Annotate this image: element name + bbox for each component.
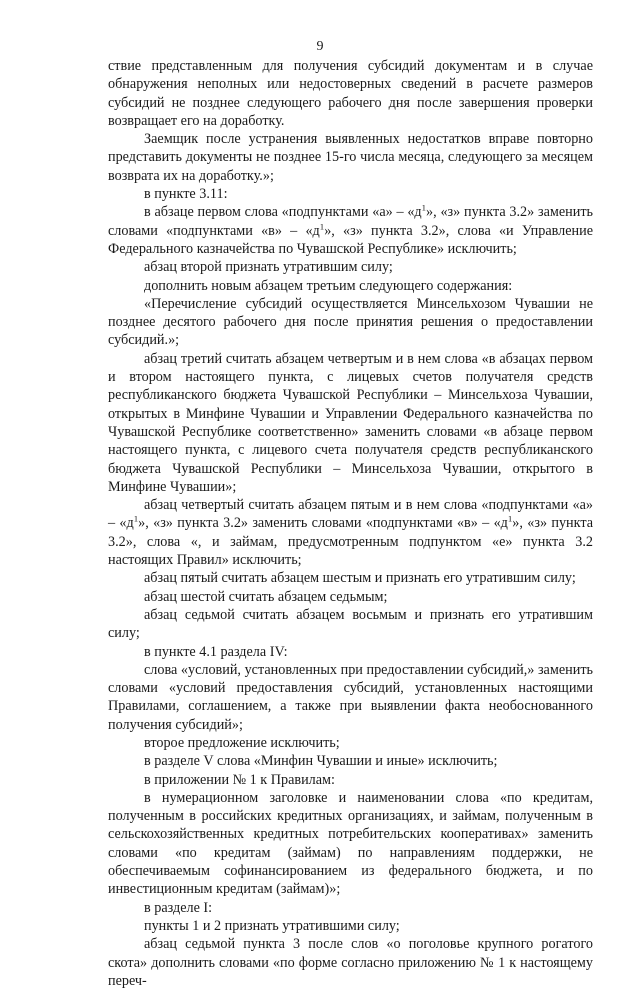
paragraph: в пункте 3.11: [144, 186, 228, 203]
paragraph: Заемщик после устранения выявленных недостатков вправе повторно представить документы не позднее 15-го числа месяца, следующего за месяцем возврата их на доработку.»; [108, 131, 593, 184]
paragraph: ствие представленным для получения субсидий документам и в случае обнаружения неполных или недостоверных сведений в расчете размеров субсидий не позднее следующего рабочего дня после завершения проверки возвращает его на доработку. [108, 58, 593, 129]
paragraph: абзац третий считать абзацем четвертым и в нем слова «в абзацах первом и втором настоящего пункта, с лицевых счетов получателя средств республиканского бюджета Чувашской Республики – Минсельхоза Чувашии, открытых в Минфине Чувашии и Управлении Федерального казначейства по Чувашской Республике соответственно» заменить словами «в абзаце первом настоящего пункта, с лицевого счета получателя средств республиканского бюджета Чувашской Республики – Минсельхоза Чувашии, открытого в Минфине Чувашии»; [108, 350, 593, 495]
paragraph: в разделе I: [144, 899, 213, 916]
paragraph: абзац пятый считать абзацем шестым и признать его утратившим силу; [144, 570, 576, 587]
paragraph: в абзаце первом слова «подпунктами «а» – «$д^1$», «з» пункта 3.2» заменить словами «подпунктами «в» – «$д^1$», «з» пункта 3.2», слова «и Управление Федерального казначейства по Чувашской Республике» исключить; [108, 202, 593, 257]
paragraph: второе предложение исключить; [144, 734, 340, 751]
page-number: 9 [316, 39, 324, 54]
document-body [108, 57, 593, 990]
paragraph: абзац второй признать утратившим силу; [144, 259, 393, 276]
paragraph: абзац седьмой пункта 3 после слов «о поголовье крупного рогатого скота» дополнить словами «по форме согласно приложению № 1 к настоящему переч- [108, 936, 593, 989]
paragraph: в нумерационном заголовке и наименовании слова «по кредитам, полученным в российских кредитных организациях, и займам, полученным в сельскохозяйственных кредитных потребительских кооперативах» заменить словами «по кредитам (займам) по направлениям поддержки, не обеспечиваемым софинансированием из федерального бюджета, и по инвестиционным кредитам (займам)»; [108, 789, 593, 898]
paragraph: в пункте 4.1 раздела IV: [144, 643, 288, 660]
paragraph: в разделе V слова «Минфин Чувашии и иные» исключить; [144, 753, 498, 770]
paragraph: абзац седьмой считать абзацем восьмым и признать его утратившим силу; [108, 606, 593, 642]
paragraph: «Перечисление субсидий осуществляется Минсельхозом Чувашии не позднее десятого рабочего дня после принятия решения о предоставлении субсидий.»; [108, 295, 593, 349]
paragraph: дополнить новым абзацем третьим следующего содержания: [144, 277, 513, 294]
paragraph: абзац четвертый считать абзацем пятым и в нем слова «подпунктами «а» – «$д^1$», «з» пункта 3.2» заменить словами «подпунктами «в» – «$д^1$», «з» пункта 3.2», слова «, и займам, предусмотренным подпунктом «е» пункта 3.2 настоящих Правил» исключить; [108, 497, 594, 569]
paragraph: слова «условий, установленных при предоставлении субсидий,» заменить словами «условий предоставления субсидий, установленных настоящими Правилами, соглашением, а также при выявлении факта необоснованного получения субсидий»; [108, 661, 593, 733]
paragraph: пункты 1 и 2 признать утратившими силу; [144, 917, 400, 934]
paragraph: абзац шестой считать абзацем седьмым; [144, 588, 388, 605]
paragraph: в приложении № 1 к Правилам: [144, 771, 335, 788]
